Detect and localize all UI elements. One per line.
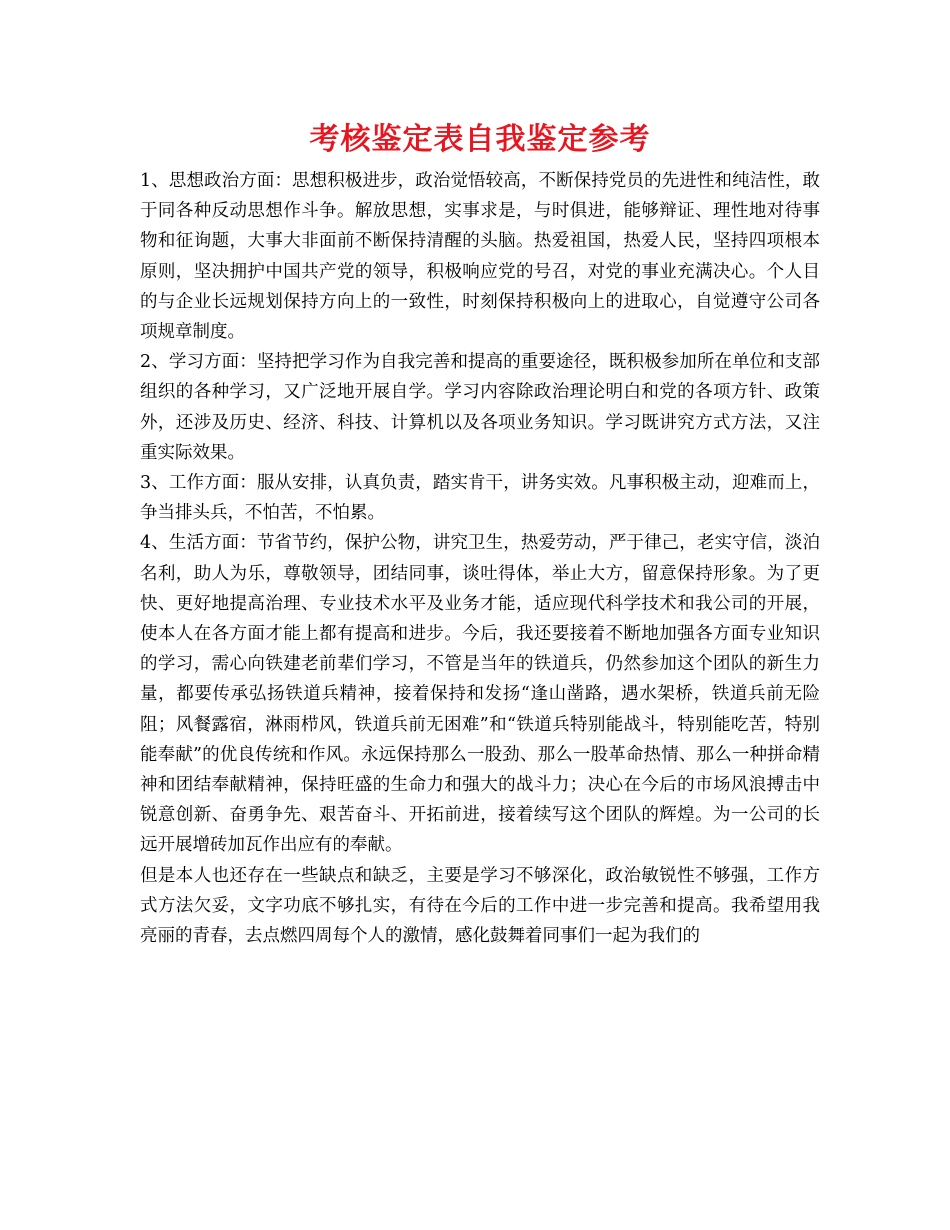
- document-title: 考核鉴定表自我鉴定参考: [309, 122, 651, 157]
- document-page: [140, 118, 820, 951]
- paragraph-work: 3、工作方面：服从安排，认真负责，踏实肯干，讲务实效。凡事积极主动，迎难而上，争当排头兵，不怕苦，不怕累。: [140, 473, 820, 524]
- paragraph-life: 4、生活方面：节省节约，保护公物，讲究卫生，热爱劳动，严于律己，老实守信，淡泊名利，助人为乐，尊敬领导，团结同事，谈吐得体，举止大方，留意保持形象。为了更快、更好地提高治理、专业技术水平及业务才能，适应现代科学技术和我公司的开展，使本人在各方面才能上都有提高和进步。今后，我还要接着不断地加强各方面专业知识的学习，需心向铁建老前辈们学习，不管是当年的铁道兵，仍然参加这个团队的新生力量，都要传承弘扬铁道兵精神，接着保持和发扬“逢山凿路，遇水架桥，铁道兵前无险阻；风餐露宿，淋雨栉风，铁道兵前无困难”和“铁道兵特别能战斗，特别能吃苦，特别能奉献”的优良传统和作风。永远保持那么一股劲、那么一股革命热情、那么一种拼命精神和团结奉献精神，保持旺盛的生命力和强大的战斗力；决心在今后的市场风浪搏击中锐意创新、奋勇争先、艰苦奋斗、开拓前进，接着续写这个团队的辉煌。为一公司的长远开展增砖加瓦作出应有的奉献。: [140, 533, 820, 856]
- paragraph-political: 1、思想政治方面：思想积极进步，政治觉悟较高，不断保持党员的先进性和纯洁性，敢于同各种反动思想作斗争。解放思想，实事求是，与时俱进，能够辩证、理性地对待事物和征询题，大事大非面前不断保持清醒的头脑。热爱祖国，热爱人民，坚持四项根本原则，坚决拥护中国共产党的领导，积极响应党的号召，对党的事业充满决心。个人目的与企业长远规划保持方向上的一致性，时刻保持积极向上的进取心，自觉遵守公司各项规章制度。: [140, 171, 820, 343]
- paragraph-study: 2、学习方面：坚持把学习作为自我完善和提高的重要途径，既积极参加所在单位和支部组织的各种学习，又广泛地开展自学。学习内容除政治理论明白和党的各项方针、政策外，还涉及历史、经济、科技、计算机以及各项业务知识。学习既讲究方式方法，又注重实际效果。: [140, 352, 820, 463]
- paragraph-shortcomings: 但是本人也还存在一些缺点和缺乏，主要是学习不够深化，政治敏锐性不够强，工作方式方法欠妥，文字功底不够扎实，有待在今后的工作中进一步完善和提高。我希望用我亮丽的青春，去点燃四周每个人的激情，感化鼓舞着同事们一起为我们的: [140, 865, 820, 947]
